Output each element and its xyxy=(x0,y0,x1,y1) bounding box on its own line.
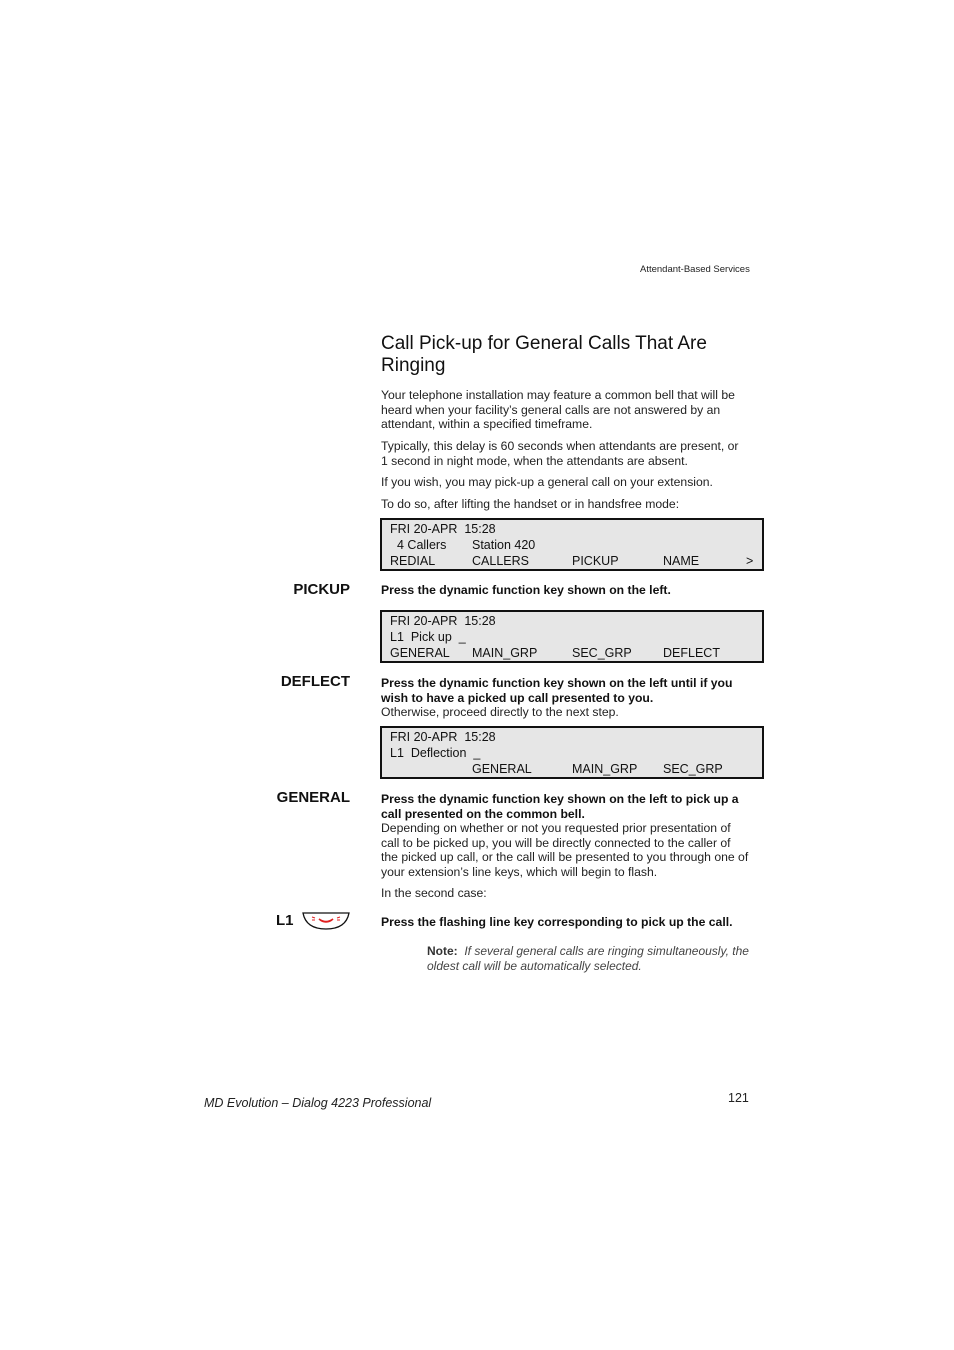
display-1-station: Station 420 xyxy=(472,538,536,552)
softkey-redial: REDIAL xyxy=(390,554,436,568)
intro-paragraph-4: To do so, after lifting the handset or in handsfree mode: xyxy=(381,497,680,511)
softkey-main-grp: MAIN_GRP xyxy=(572,762,638,776)
display-1-callers: 4 Callers xyxy=(397,538,447,552)
step-l1-instruction: Press the flashing line key corresponding to pick up the call. xyxy=(381,915,733,929)
step-label-l1: L1 xyxy=(276,912,294,929)
step-label-pickup: PICKUP xyxy=(293,581,350,598)
phone-display-3 xyxy=(380,726,764,779)
step-deflect-instruction: Press the dynamic function key shown on the left until if you wish to have a picked up call presented to you. xyxy=(381,676,733,705)
display-3-softkeys xyxy=(390,761,760,777)
footer-document-title: MD Evolution – Dialog 4223 Professional xyxy=(204,1096,432,1110)
softkey-sec-grp: SEC_GRP xyxy=(663,762,723,776)
step-label-general: GENERAL xyxy=(276,789,350,806)
softkey-callers: CALLERS xyxy=(472,554,529,568)
note-text: If several general calls are ringing simultaneously, the oldest call will be automatically selected. xyxy=(427,944,749,973)
running-header: Attendant-Based Services xyxy=(640,264,750,275)
step-general-second-case: In the second case: xyxy=(381,886,487,900)
intro-paragraph-2: Typically, this delay is 60 seconds when attendants are present, or 1 second in night mode, when the attendants are absent. xyxy=(381,439,739,468)
phone-display-1 xyxy=(380,518,764,571)
softkey-main-grp: MAIN_GRP xyxy=(472,646,538,660)
step-label-deflect: DEFLECT xyxy=(280,673,350,690)
display-3-line-2: L1 Deflection _ xyxy=(390,746,481,760)
softkey-general: GENERAL xyxy=(472,762,532,776)
display-2-softkeys xyxy=(390,645,760,661)
page-title: Call Pick-up for General Calls That Are Ringing xyxy=(381,333,707,376)
softkey-sec-grp: SEC_GRP xyxy=(572,646,632,660)
softkey-pickup: PICKUP xyxy=(572,554,619,568)
display-1-line-1: FRI 20-APR 15:28 xyxy=(390,522,496,536)
step-pickup-instruction: Press the dynamic function key shown on the left. xyxy=(381,583,671,597)
note-label: Note: xyxy=(427,944,458,958)
display-2-line-1: FRI 20-APR 15:28 xyxy=(390,614,496,628)
softkey-general: GENERAL xyxy=(390,646,450,660)
note xyxy=(427,944,757,973)
display-1-softkeys xyxy=(390,553,760,569)
phone-display-2 xyxy=(380,610,764,663)
intro-paragraph-1: Your telephone installation may feature a common bell that will be heard when your facility’s general calls are not answered by an attendant, within a specified timeframe. xyxy=(381,388,735,432)
step-deflect-extra: Otherwise, proceed directly to the next step. xyxy=(381,705,619,719)
softkey-more: > xyxy=(746,554,754,568)
flashing-line-key-icon xyxy=(302,911,350,931)
page-number: 121 xyxy=(728,1091,749,1105)
display-3-line-1: FRI 20-APR 15:28 xyxy=(390,730,496,744)
step-general-instruction: Press the dynamic function key shown on the left to pick up a call presented on the common bell. xyxy=(381,792,739,821)
intro-paragraph-3: If you wish, you may pick-up a general call on your extension. xyxy=(381,475,713,489)
step-general-extra: Depending on whether or not you requested prior presentation of call to be picked up, you will be directly connected to the caller of the picked up call, or the call will be presented to you through one of your extension’s line keys, which will begin to flash. xyxy=(381,821,749,879)
display-1-line-2 xyxy=(390,537,750,553)
softkey-deflect: DEFLECT xyxy=(663,646,720,660)
display-2-line-2: L1 Pick up _ xyxy=(390,630,466,644)
softkey-name: NAME xyxy=(663,554,700,568)
